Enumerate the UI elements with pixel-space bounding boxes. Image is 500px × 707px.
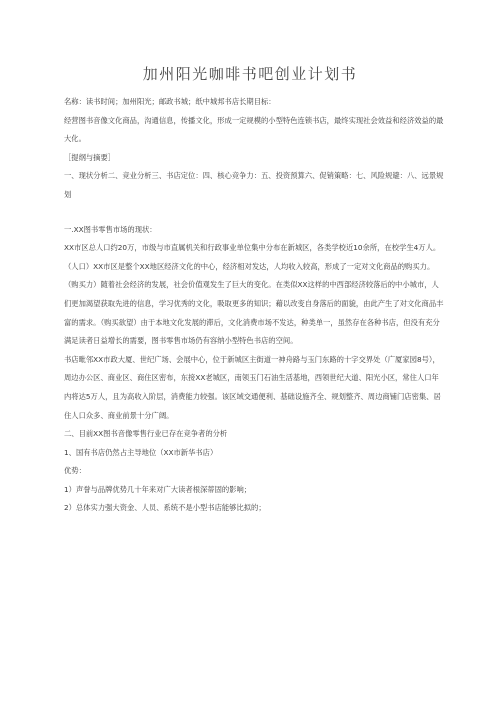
- document-title: 加州阳光咖啡书吧创业计划书: [142, 65, 358, 83]
- advantage-label: 优势：: [64, 466, 86, 476]
- spacer: [64, 205, 444, 221]
- section2-heading: 二、目前XX图书音像零售行业已存在竞争者的分析: [64, 429, 228, 439]
- goal-paragraph: 经营图书音像文化商品，沟通信息，传播文化，形成一定规模的小型特色连锁书店，最终实现社会效益和经济效益的最大化。: [64, 115, 444, 144]
- outline-paragraph: 一、现状分析二、竞业分析三、书店定位：四、核心竞争力：五、投资预算六、促销策略：七、风险规避：八、远景规划: [64, 171, 444, 199]
- summary-heading: ［提纲与摘要］: [64, 152, 116, 162]
- section1-paragraph-2: 书店毗邻XX市政大厦、世纪广场、会展中心，位于新城区主街道一神舟路与玉门东路的十字交界处（广厦家园8号），周边办公区、商业区、商住区密布，东接XX老城区，南领玉门石油生活基地，西领世纪大道、阳光小区，常住人口年内将达5万人，且为高收入阶层，消费能力较强。该区域交通便利、基础设施齐全、规划整齐、周边商铺门店密集、居住人口众多、商业前景十分广阔。: [64, 354, 441, 420]
- item-1: 1、国有书店仍然占主导地位（XX市新华书店）: [64, 447, 218, 457]
- section1-paragraph-1: XX市区总人口约20万，市级与市直属机关和行政事业单位集中分布在新城区，各类学校近10余所，在校学生4万人。（人口）XX市区是整个XX地区经济文化的中心，经济相对发达，人均收入较高，形成了一定对文化商品的购买力。（购买力）随着社会经济的发展，社会价值观发生了巨大的变化。在类似XX这样的中西部经济较落后的中小城市，人们更加渴望获取先进的信息，学习优秀的文化，吸取更多的知识；藉以改变自身落后的面貌，由此产生了对文化商品丰富的需求。（购买欲望）由于本地文化发展的滞后，文化消费市场不发达，种类单一，虽然存在各种书店，但没有充分满足读者日益增长的需要，图书零售市场仍有容纳小型特色书店的空间。: [64, 243, 444, 346]
- document-body: [64, 93, 444, 518]
- section1-heading: 一.XX图书零售市场的现状：: [64, 224, 157, 234]
- meta-line: 名称：读书时间；加州阳光；邮政书城；纸中城邦书店长期目标：: [64, 97, 276, 106]
- advantage-2: 2）总体实力强大资金、人员、系统不是小型书店能够比拟的；: [64, 503, 266, 513]
- advantage-1: 1）声誉与品牌优势几十年来对广大读者根深蒂固的影响；: [64, 484, 252, 494]
